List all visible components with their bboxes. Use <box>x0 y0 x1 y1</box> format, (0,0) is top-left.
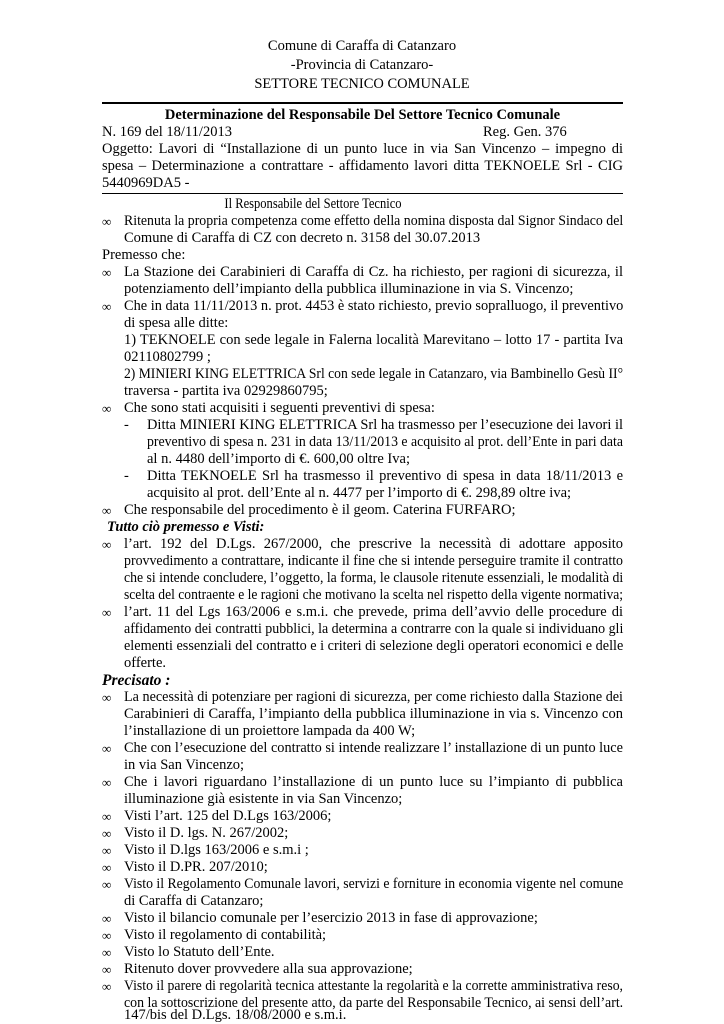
paragraph-line: l’installazione di un proiettore lampada da 400 W; <box>124 723 416 739</box>
paragraph-line: provvedimento a contrattare, indicante il fine che si intende perseguire tramite il contratto <box>124 553 623 569</box>
infinity-bullet-icon: ∞ <box>102 690 112 705</box>
paragraph-line: offerte. <box>124 655 166 671</box>
infinity-bullet-icon: ∞ <box>102 877 112 892</box>
paragraph-line: l’art. 192 del D.Lgs. 267/2000, che prescrive la necessità di adottare apposito <box>124 536 623 552</box>
paragraph-line: che si intende concludere, l’oggetto, la forma, le clausole ritenute essenziali, le modalità di <box>124 570 624 586</box>
paragraph-line: Che con l’esecuzione del contratto si intende realizzare l’ installazione di un punto luce <box>124 740 623 756</box>
paragraph-line: scelta del contraente e le ragioni che motivano la scelta nel rispetto della vigente normativa; <box>124 587 624 603</box>
paragraph-line: Visto lo Statuto dell’Ente. <box>124 944 275 960</box>
paragraph-line: Ditta TEKNOELE Srl ha trasmesso il preventivo di spesa in data 18/11/2013 e <box>147 468 623 484</box>
paragraph-line: Ritenuto dover provvedere alla sua approvazione; <box>124 961 413 977</box>
paragraph-line: Visti l’art. 125 del D.Lgs 163/2006; <box>124 808 332 824</box>
paragraph-line: Visto il bilancio comunale per l’esercizio 2013 in fase di approvazione; <box>124 910 538 926</box>
infinity-bullet-icon: ∞ <box>102 843 112 858</box>
paragraph-line: 147/bis del D.Lgs. 18/08/2000 e s.m.i. <box>124 1007 347 1023</box>
infinity-bullet-icon: ∞ <box>102 860 112 875</box>
paragraph-line: Visto il regolamento di contabilità; <box>124 927 327 943</box>
paragraph-line: Che i lavori riguardano l’installazione di un punto luce su l’impianto di pubblica <box>124 774 623 790</box>
paragraph-line: l’art. 11 del Lgs 163/2006 e s.m.i. che prevede, prima dell’avvio delle procedure di <box>124 604 623 620</box>
paragraph-line: 02110802799 ; <box>124 349 211 365</box>
paragraph-line: La necessità di potenziare per ragioni di sicurezza, per come richiesto dalla Stazione dei <box>124 689 623 705</box>
paragraph-line: Che in data 11/11/2013 n. prot. 4453 è stato richiesto, previo sopralluogo, il preventivo <box>124 298 624 314</box>
paragraph-line: Ritenuta la propria competenza come effetto della nomina disposta dal Signor Sindaco del <box>124 213 624 229</box>
infinity-bullet-icon: ∞ <box>102 503 112 518</box>
paragraph-line: traversa - partita iva 02929860795; <box>124 383 328 399</box>
paragraph-line: con la sottoscrizione del presente atto, da parte del Responsabile Tecnico, ai sensi dell’art. <box>124 995 624 1011</box>
paragraph-line: affidamento dei contratti pubblici, la determina a contrarre con la quale si individuano gli <box>124 621 624 637</box>
paragraph-line: Visto il D.lgs 163/2006 e s.m.i ; <box>124 842 309 858</box>
paragraph-line: preventivo di spesa n. 231 in data 13/11/2013 e acquisito al prot. dell’Ente in pari data <box>147 434 623 450</box>
header-municipality: Comune di Caraffa di Catanzaro <box>267 38 457 54</box>
paragraph-line: Visto il parere di regolarità tecnica attestante la regolarità e la corrette amministrativa reso, <box>124 978 623 994</box>
paragraph-line: di Caraffa di Catanzaro; <box>124 893 264 909</box>
document-title: Determinazione del Responsabile Del Settore Tecnico Comunale <box>164 107 561 123</box>
section-heading: Tutto ciò premesso e Visti: <box>107 519 265 535</box>
infinity-bullet-icon: ∞ <box>102 605 112 620</box>
subject-line: spesa – Determinazione a contrattare - affidamento lavori ditta TEKNOELE Srl - CIG <box>102 158 623 174</box>
bottom-rule <box>102 193 623 194</box>
infinity-bullet-icon: ∞ <box>102 537 112 552</box>
paragraph-line: al n. 4480 dell’importo di €. 600,00 oltre Iva; <box>147 451 410 467</box>
infinity-bullet-icon: ∞ <box>102 911 112 926</box>
registry-number: Reg. Gen. 376 <box>483 124 567 140</box>
subject-line: 5440969DA5 - <box>102 175 190 191</box>
paragraph-line: Visto il Regolamento Comunale lavori, servizi e forniture in economia vigente nel comune <box>124 876 624 892</box>
paragraph-line: Carabinieri di Caraffa, l’impianto della pubblica illuminazione in via s. Vincenzo con <box>124 706 623 722</box>
paragraph-line: in via San Vincenzo; <box>124 757 245 773</box>
dash-bullet: - <box>124 417 129 433</box>
paragraph-line: elementi essenziali del contratto e i criteri di selezione degli operatori economici e delle <box>124 638 624 654</box>
infinity-bullet-icon: ∞ <box>102 299 112 314</box>
paragraph-line: illuminazione già esistente in via San Vincenzo; <box>124 791 403 807</box>
infinity-bullet-icon: ∞ <box>102 928 112 943</box>
infinity-bullet-icon: ∞ <box>102 775 112 790</box>
infinity-bullet-icon: ∞ <box>102 962 112 977</box>
infinity-bullet-icon: ∞ <box>102 214 112 229</box>
paragraph-line: 2) MINIERI KING ELETTRICA Srl con sede legale in Catanzaro, via Bambinello Gesù II° <box>124 366 623 382</box>
infinity-bullet-icon: ∞ <box>102 945 112 960</box>
infinity-bullet-icon: ∞ <box>102 826 112 841</box>
top-rule <box>102 102 623 104</box>
determination-number: N. 169 del 18/11/2013 <box>102 124 232 140</box>
paragraph-line: 1) TEKNOELE con sede legale in Falerna località Marevitano – lotto 17 - partita Iva <box>124 332 623 348</box>
paragraph-line: La Stazione dei Carabinieri di Caraffa di Cz. ha richiesto, per ragioni di sicurezza, il <box>124 264 623 280</box>
paragraph-line: Visto il D. lgs. N. 267/2002; <box>124 825 289 841</box>
header-department: SETTORE TECNICO COMUNALE <box>254 76 470 92</box>
subject-line: Oggetto: Lavori di “Installazione di un punto luce in via San Vincenzo – impegno di <box>102 141 623 157</box>
header-province: -Provincia di Catanzaro- <box>290 57 434 73</box>
paragraph-line: di spesa alle ditte: <box>124 315 229 331</box>
infinity-bullet-icon: ∞ <box>102 979 112 994</box>
infinity-bullet-icon: ∞ <box>102 401 112 416</box>
responsible-heading: Il Responsabile del Settore Tecnico <box>224 196 402 212</box>
section-heading: Precisato : <box>102 672 171 689</box>
infinity-bullet-icon: ∞ <box>102 809 112 824</box>
paragraph-line: Comune di Caraffa di CZ con decreto n. 3158 del 30.07.2013 <box>124 230 481 246</box>
paragraph-line: Che sono stati acquisiti i seguenti preventivi di spesa: <box>124 400 435 416</box>
paragraph-line: potenziamento dell’impianto della pubblica illuminazione in via S. Vincenzo; <box>124 281 574 297</box>
infinity-bullet-icon: ∞ <box>102 265 112 280</box>
infinity-bullet-icon: ∞ <box>102 741 112 756</box>
section-label: Premesso che: <box>102 247 186 263</box>
dash-bullet: - <box>124 468 129 484</box>
paragraph-line: Visto il D.PR. 207/2010; <box>124 859 268 875</box>
paragraph-line: Ditta MINIERI KING ELETTRICA Srl ha trasmesso per l’esecuzione dei lavori il <box>147 417 623 433</box>
paragraph-line: Che responsabile del procedimento è il geom. Caterina FURFARO; <box>124 502 516 518</box>
paragraph-line: acquisito al prot. dell’Ente al n. 4477 per l’importo di €. 298,89 oltre iva; <box>147 485 572 501</box>
